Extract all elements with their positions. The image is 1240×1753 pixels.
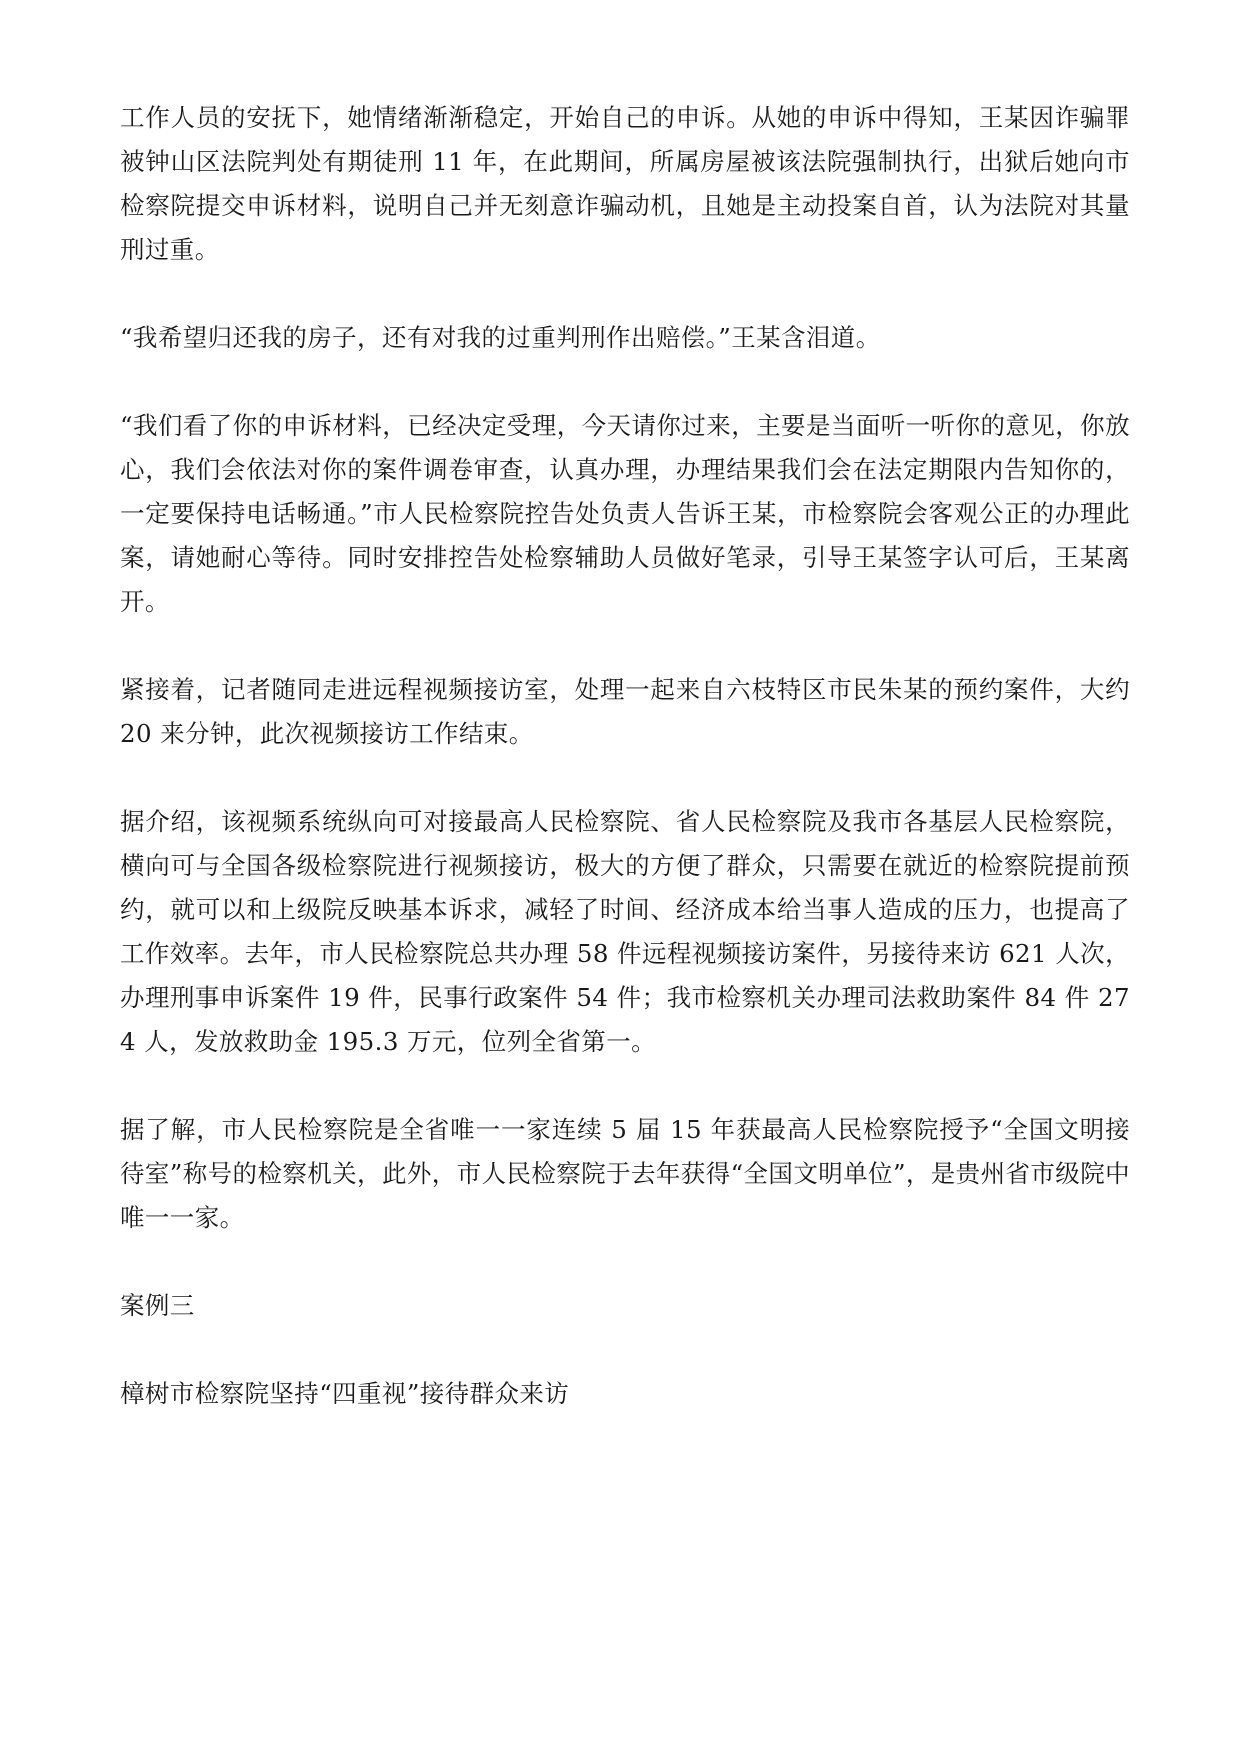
paragraph-system-introduction: 据介绍，该视频系统纵向可对接最高人民检察院、省人民检察院及我市各基层人民检察院，横向可与全国各级检察院进行视频接访，极大的方便了群众，只需要在就近的检察院提前预约，就可以和上级院反映基本诉求，减轻了时间、经济成本给当事人造成的压力，也提高了工作效率。去年，市人民检察院总共办理 58 件远程视频接访案件，另接待来访 621 人次，办理刑事申诉案件 19 件，民事行政案件 54 件；我市检察机关办理司法救助案件 84 件 274 人，发放救助金 195.3 万元，位列全省第一。: [120, 807, 1130, 1056]
paragraph-honors: 据了解，市人民检察院是全省唯一一家连续 5 届 15 年获最高人民检察院授予“全国文明接待室”称号的检察机关，此外，市人民检察院于去年获得“全国文明单位”，是贵州省市级院中唯一一家。: [120, 1115, 1130, 1232]
paragraph-video-visit: 紧接着，记者随同走进远程视频接访室，处理一起来自六枝特区市民朱某的预约案件，大约 20 来分钟，此次视频接访工作结束。: [120, 675, 1130, 748]
section-subtitle: 樟树市检察院坚持“四重视”接待群众来访: [120, 1379, 570, 1408]
paragraph-quote-request: “我希望归还我的房子，还有对我的过重判刑作出赔偿。”王某含泪道。: [120, 323, 881, 352]
section-heading-case-three: 案例三: [120, 1291, 195, 1320]
paragraph-quote-response: “我们看了你的申诉材料，已经决定受理，今天请你过来，主要是当面听一听你的意见，你放心，我们会依法对你的案件调卷审查，认真办理，办理结果我们会在法定期限内告知你的，一定要保持电话畅通。”市人民检察院控告处负责人告诉王某，市检察院会客观公正的办理此案，请她耐心等待。同时安排控告处检察辅助人员做好笔录，引导王某签字认可后，王某离开。: [120, 411, 1130, 616]
document-page: [120, 96, 1130, 1416]
paragraph-complaint-statement: 工作人员的安抚下，她情绪渐渐稳定，开始自己的申诉。从她的申诉中得知，王某因诈骗罪被钟山区法院判处有期徒刑 11 年，在此期间，所属房屋被该法院强制执行，出狱后她向市检察院提交申诉材料，说明自己并无刻意诈骗动机，且她是主动投案自首，认为法院对其量刑过重。: [120, 103, 1130, 264]
